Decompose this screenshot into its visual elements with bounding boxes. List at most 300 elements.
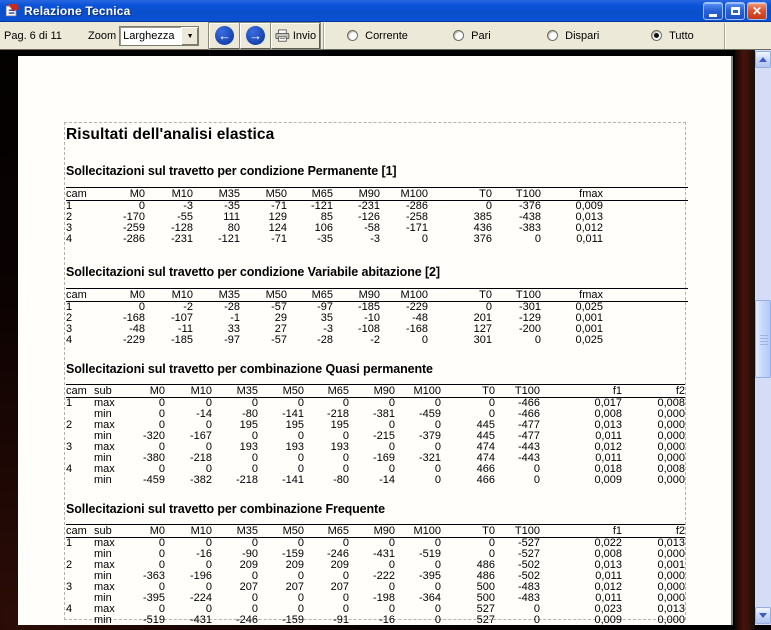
table-cell: 0	[388, 604, 395, 615]
table-cell: 4	[66, 604, 73, 615]
column-header: M65	[287, 289, 333, 302]
table-cell: 0	[158, 549, 165, 560]
app-icon	[5, 3, 20, 18]
table-cell: -11	[177, 324, 193, 335]
scroll-up-button[interactable]	[755, 51, 771, 68]
table-cell: 0	[488, 397, 495, 409]
table-cell: -141	[281, 475, 304, 486]
table-cell	[66, 549, 94, 560]
table-cell: -57	[271, 335, 287, 346]
table-cell	[66, 615, 94, 625]
table-cell: 474	[476, 442, 495, 453]
column-header: f1	[540, 385, 622, 398]
column-header: M50	[258, 525, 304, 538]
scroll-down-button[interactable]	[755, 607, 771, 624]
table-cell: 0	[488, 549, 495, 560]
table-cell: 0	[158, 442, 165, 453]
table-cell: 445	[476, 431, 495, 442]
table-cell: 0	[297, 453, 304, 464]
table-cell: max	[94, 537, 115, 549]
radio-circle-icon	[651, 30, 662, 41]
table-cell: -129	[518, 313, 541, 324]
table-cell: 0,013	[594, 420, 622, 431]
table-cell: -28	[224, 301, 240, 313]
column-header: M100	[380, 289, 428, 302]
table-cell: 0	[297, 397, 304, 409]
results-table	[66, 384, 685, 486]
column-header: f2	[622, 385, 685, 398]
column-header: fmax	[541, 289, 603, 302]
table-cell: 29	[274, 313, 287, 324]
table-cell: -218	[326, 409, 349, 420]
arrow-left-icon: ←	[215, 26, 234, 45]
table-cell: 0,011	[595, 571, 622, 582]
table-cell: 385	[473, 212, 492, 223]
table-cell: -200	[518, 324, 541, 335]
table-cell: 1	[66, 200, 73, 212]
table-cell: -502	[517, 571, 540, 582]
table-cell: 4	[66, 464, 73, 475]
minimize-button[interactable]	[703, 2, 723, 20]
table-cell: -379	[418, 431, 441, 442]
column-header: T0	[441, 525, 495, 538]
column-header: M90	[349, 385, 395, 398]
table-cell: 0	[488, 409, 495, 420]
table-cell: -97	[224, 335, 240, 346]
column-header: f1	[540, 525, 622, 538]
table-cell: 0,008	[657, 464, 685, 475]
table-cell: 0,000	[657, 593, 685, 604]
table-cell: -466	[517, 409, 540, 420]
table-cell: -218	[189, 453, 212, 464]
table-cell: 0	[138, 200, 145, 212]
column-header: cam	[66, 188, 96, 201]
table-cell: 0	[434, 582, 441, 593]
table-cell: 0,009	[594, 475, 622, 486]
table-cell: -198	[372, 593, 395, 604]
print-button[interactable]	[271, 23, 320, 49]
table-cell: 0	[251, 593, 258, 604]
table-cell: -169	[372, 453, 395, 464]
section-heading: Sollecitazioni sul travetto per condizione Variabile abitazione [2]	[66, 265, 440, 279]
column-header: M65	[287, 188, 333, 201]
table-cell: 0	[251, 537, 258, 549]
table-cell: 0	[434, 475, 441, 486]
table-cell: 527	[476, 615, 495, 625]
table-cell: -380	[142, 453, 165, 464]
table-cell: 466	[476, 475, 495, 486]
table-cell: 0,013	[657, 604, 685, 615]
table-cell: 0,008	[594, 549, 622, 560]
table-cell: -383	[518, 223, 541, 234]
table-cell: 33	[227, 324, 240, 335]
column-header	[603, 188, 688, 201]
title-bar[interactable]	[0, 0, 771, 22]
table-cell: 2	[66, 313, 73, 324]
toolbar-separator	[724, 23, 725, 49]
table-cell: 436	[473, 223, 492, 234]
results-table	[66, 187, 688, 245]
table-cell: 0	[297, 604, 304, 615]
table-cell: 0	[421, 234, 428, 245]
table-cell: max	[94, 420, 115, 431]
table-cell: 0	[485, 301, 492, 313]
table-cell: 0,025	[575, 335, 603, 346]
table-cell: -159	[281, 549, 304, 560]
chevron-down-icon[interactable]: ▼	[181, 27, 198, 45]
printer-icon	[275, 29, 290, 43]
table-cell: 0	[434, 442, 441, 453]
table-cell: -97	[317, 301, 333, 313]
column-header: M0	[132, 385, 165, 398]
table-cell: -231	[357, 200, 380, 212]
document-page	[18, 56, 733, 625]
table-cell: 0	[297, 593, 304, 604]
table-cell: 207	[239, 582, 258, 593]
column-header: T0	[428, 289, 492, 302]
table-cell: max	[94, 604, 115, 615]
table-cell: 0	[434, 537, 441, 549]
table-cell: 0	[158, 604, 165, 615]
column-header: M35	[212, 525, 258, 538]
zoom-label: Zoom	[88, 29, 117, 42]
table-cell	[603, 313, 688, 324]
table-cell: -48	[412, 313, 428, 324]
scrollbar-thumb[interactable]	[755, 300, 771, 378]
table-cell: 0	[534, 335, 541, 346]
table-cell: 0,001	[575, 324, 603, 335]
table-cell: -438	[518, 212, 541, 223]
table-cell: -459	[142, 475, 165, 486]
table-cell: 0	[388, 397, 395, 409]
table-cell: 445	[476, 420, 495, 431]
table-cell: -3	[323, 324, 333, 335]
table-cell: 0,001	[575, 313, 603, 324]
table-cell: 0,000	[657, 549, 685, 560]
radio-dispari[interactable]	[547, 30, 639, 42]
table-cell: 0,011	[595, 453, 622, 464]
table-cell: 0	[533, 464, 540, 475]
table-cell	[66, 431, 94, 442]
table-cell: 0	[205, 537, 212, 549]
column-header: cam	[66, 525, 94, 538]
radio-label: Pari	[471, 29, 491, 42]
report-section-frequente	[66, 502, 688, 625]
table-cell: -126	[357, 212, 380, 223]
column-header: M35	[212, 385, 258, 398]
table-cell: -246	[326, 549, 349, 560]
table-cell: 0	[205, 560, 212, 571]
table-cell: 2	[66, 212, 73, 223]
table-cell: 0	[205, 442, 212, 453]
minimize-icon	[709, 14, 717, 17]
table-cell: 209	[330, 560, 349, 571]
table-cell	[603, 212, 688, 223]
column-header: M0	[132, 525, 165, 538]
column-header: M50	[240, 289, 287, 302]
table-cell: -171	[405, 223, 428, 234]
table-cell: -519	[418, 549, 441, 560]
table-cell: 500	[476, 582, 495, 593]
table-cell: 0,023	[594, 604, 622, 615]
radio-pari[interactable]	[453, 30, 531, 42]
table-cell: 0	[434, 604, 441, 615]
zoom-dropdown[interactable]	[119, 26, 199, 46]
table-cell: 0	[533, 615, 540, 625]
table-cell: -121	[217, 234, 240, 245]
table-cell: 0	[158, 560, 165, 571]
table-cell: -1	[230, 313, 240, 324]
toolbar	[0, 22, 771, 50]
radio-label: Corrente	[365, 29, 408, 42]
table-cell: -231	[170, 234, 193, 245]
table-cell: 0	[251, 464, 258, 475]
table-cell: 0	[158, 582, 165, 593]
table-cell: 0	[158, 409, 165, 420]
report-section-quasi-permanente	[66, 362, 688, 486]
table-cell: -107	[170, 313, 193, 324]
table-cell: 0	[158, 420, 165, 431]
table-cell: 3	[66, 324, 73, 335]
table-cell	[603, 302, 688, 314]
column-header: M90	[349, 525, 395, 538]
table-cell: -185	[357, 301, 380, 313]
table-cell: -320	[142, 431, 165, 442]
column-header: T100	[495, 525, 540, 538]
column-header: M35	[193, 289, 240, 302]
table-cell: 1	[66, 301, 73, 313]
table-cell: 80	[227, 223, 240, 234]
table-cell: 0,000	[657, 442, 685, 453]
table-cell	[603, 234, 688, 245]
table-cell: -55	[177, 212, 193, 223]
table-cell: min	[94, 431, 112, 442]
table-cell: 127	[473, 324, 492, 335]
table-cell: 474	[476, 453, 495, 464]
table-cell: 4	[66, 234, 73, 245]
table-cell: 0	[297, 571, 304, 582]
table-cell: 0	[138, 301, 145, 313]
column-header: M10	[165, 525, 212, 538]
report-title: Risultati dell'analisi elastica	[66, 126, 275, 143]
close-icon: ✕	[751, 3, 763, 18]
table-cell: 0	[388, 442, 395, 453]
table-cell: -395	[418, 571, 441, 582]
table-cell: 195	[285, 420, 304, 431]
table-cell: -167	[189, 431, 212, 442]
table-cell: -71	[271, 234, 287, 245]
table-cell: 0,009	[594, 615, 622, 625]
table-cell: -48	[129, 324, 145, 335]
table-cell: 0	[297, 537, 304, 549]
table-cell: 0	[251, 604, 258, 615]
table-cell: 0,011	[595, 593, 622, 604]
table-cell: 0	[342, 431, 349, 442]
table-cell: 0,012	[575, 223, 603, 234]
table-cell: -108	[357, 324, 380, 335]
table-cell: -519	[142, 615, 165, 625]
table-cell: 209	[239, 560, 258, 571]
close-button[interactable]	[747, 2, 767, 20]
table-cell: 0,022	[594, 537, 622, 549]
table-cell: -431	[372, 549, 395, 560]
column-header: cam	[66, 289, 96, 302]
table-cell: 0	[251, 453, 258, 464]
table-cell: 527	[476, 604, 495, 615]
table-cell: 0,001	[657, 560, 685, 571]
table-cell: 0	[388, 464, 395, 475]
arrow-right-icon: →	[246, 26, 265, 45]
radio-circle-icon	[453, 30, 464, 41]
table-cell: 195	[239, 420, 258, 431]
table-cell: -483	[517, 593, 540, 604]
table-cell: 0,013	[657, 537, 685, 549]
table-cell	[66, 409, 94, 420]
table-cell: 124	[268, 223, 287, 234]
table-cell	[66, 453, 94, 464]
table-cell: 0	[342, 464, 349, 475]
table-cell: -483	[517, 582, 540, 593]
table-cell: 0	[533, 604, 540, 615]
table-cell: -382	[189, 475, 212, 486]
preview-area	[0, 50, 771, 630]
table-cell: max	[94, 442, 115, 453]
table-cell	[603, 335, 688, 346]
table-cell: 0,000	[657, 571, 685, 582]
table-cell: 0	[434, 397, 441, 409]
table-cell: -28	[317, 335, 333, 346]
table-cell: -168	[405, 324, 428, 335]
table-cell: -381	[372, 409, 395, 420]
table-cell: -159	[281, 615, 304, 625]
table-cell: 0	[297, 464, 304, 475]
table-cell: 0	[158, 397, 165, 409]
results-table	[66, 288, 688, 346]
table-cell: -2	[370, 335, 380, 346]
arrow-up-icon	[759, 57, 767, 62]
table-cell: 3	[66, 582, 73, 593]
table-cell: min	[94, 571, 112, 582]
table-cell: 0,000	[657, 431, 685, 442]
table-cell: -3	[183, 200, 193, 212]
table-cell: -259	[122, 223, 145, 234]
table-cell: 0	[388, 582, 395, 593]
table-cell: -141	[281, 409, 304, 420]
table-cell: 0,000	[657, 582, 685, 593]
table-cell	[66, 593, 94, 604]
table-cell: 2	[66, 420, 73, 431]
table-cell: 0,018	[594, 464, 622, 475]
column-header: T0	[428, 188, 492, 201]
column-header: f2	[622, 525, 685, 538]
table-cell: 0	[342, 571, 349, 582]
window-title: Relazione Tecnica	[24, 3, 131, 18]
table-cell: 301	[473, 335, 492, 346]
column-header: M65	[304, 525, 349, 538]
table-cell: -215	[372, 431, 395, 442]
table-cell: -218	[235, 475, 258, 486]
table-cell: 207	[330, 582, 349, 593]
table-cell: 0	[205, 604, 212, 615]
table-cell: 0,000	[657, 409, 685, 420]
table-cell: 27	[274, 324, 287, 335]
table-cell: 0	[342, 604, 349, 615]
table-cell: 486	[476, 571, 495, 582]
table-cell: max	[94, 464, 115, 475]
table-cell: -229	[405, 301, 428, 313]
table-cell: 0,012	[594, 442, 622, 453]
table-cell: 0	[342, 397, 349, 409]
section-heading: Sollecitazioni sul travetto per combinazione Frequente	[66, 502, 385, 516]
table-cell: -128	[170, 223, 193, 234]
table-cell: -466	[517, 397, 540, 409]
table-cell: -443	[517, 442, 540, 453]
table-cell: 0	[158, 464, 165, 475]
table-cell: 0	[434, 615, 441, 625]
column-header: T100	[495, 385, 540, 398]
radio-circle-icon	[547, 30, 558, 41]
previous-page-button[interactable]	[209, 23, 240, 49]
column-header: cam	[66, 385, 94, 398]
table-cell: -246	[235, 615, 258, 625]
radio-label: Dispari	[565, 29, 600, 42]
table-cell: -91	[333, 615, 349, 625]
table-cell: 0,012	[594, 582, 622, 593]
maximize-button[interactable]	[725, 2, 745, 20]
scrollbar-grip-icon	[760, 335, 768, 345]
column-header: M100	[380, 188, 428, 201]
table-cell: 486	[476, 560, 495, 571]
table-cell: max	[94, 397, 115, 409]
table-cell: -527	[517, 537, 540, 549]
report-section-variabile	[66, 265, 688, 346]
radio-corrente[interactable]	[347, 30, 441, 42]
nav-button-group	[209, 23, 320, 49]
radio-tutto[interactable]	[651, 30, 721, 42]
table-cell: -502	[517, 560, 540, 571]
table-cell: -224	[189, 593, 212, 604]
column-header	[603, 289, 688, 302]
column-header: T0	[441, 385, 495, 398]
column-header: M35	[193, 188, 240, 201]
table-cell: min	[94, 549, 112, 560]
table-cell: -16	[379, 615, 395, 625]
table-cell: -229	[122, 335, 145, 346]
column-header: T100	[492, 188, 541, 201]
radio-label: Tutto	[669, 29, 694, 42]
table-cell: -443	[517, 453, 540, 464]
table-cell: -168	[122, 313, 145, 324]
table-cell: min	[94, 615, 112, 625]
table-cell	[603, 324, 688, 335]
column-header: M50	[258, 385, 304, 398]
table-cell: 3	[66, 223, 73, 234]
section-heading: Sollecitazioni sul travetto per combinazione Quasi permanente	[66, 362, 433, 376]
table-cell: 0	[251, 397, 258, 409]
maximize-icon	[731, 7, 740, 15]
table-cell: 0	[488, 537, 495, 549]
table-cell: 0	[205, 582, 212, 593]
next-page-button[interactable]	[240, 23, 271, 49]
table-cell: 0	[342, 593, 349, 604]
column-header: M0	[96, 289, 145, 302]
vertical-scrollbar[interactable]	[755, 50, 771, 625]
table-cell: 0	[388, 560, 395, 571]
arrow-down-icon	[759, 613, 767, 618]
table-cell: 0,000	[657, 420, 685, 431]
table-cell: max	[94, 560, 115, 571]
table-cell: -90	[242, 549, 258, 560]
